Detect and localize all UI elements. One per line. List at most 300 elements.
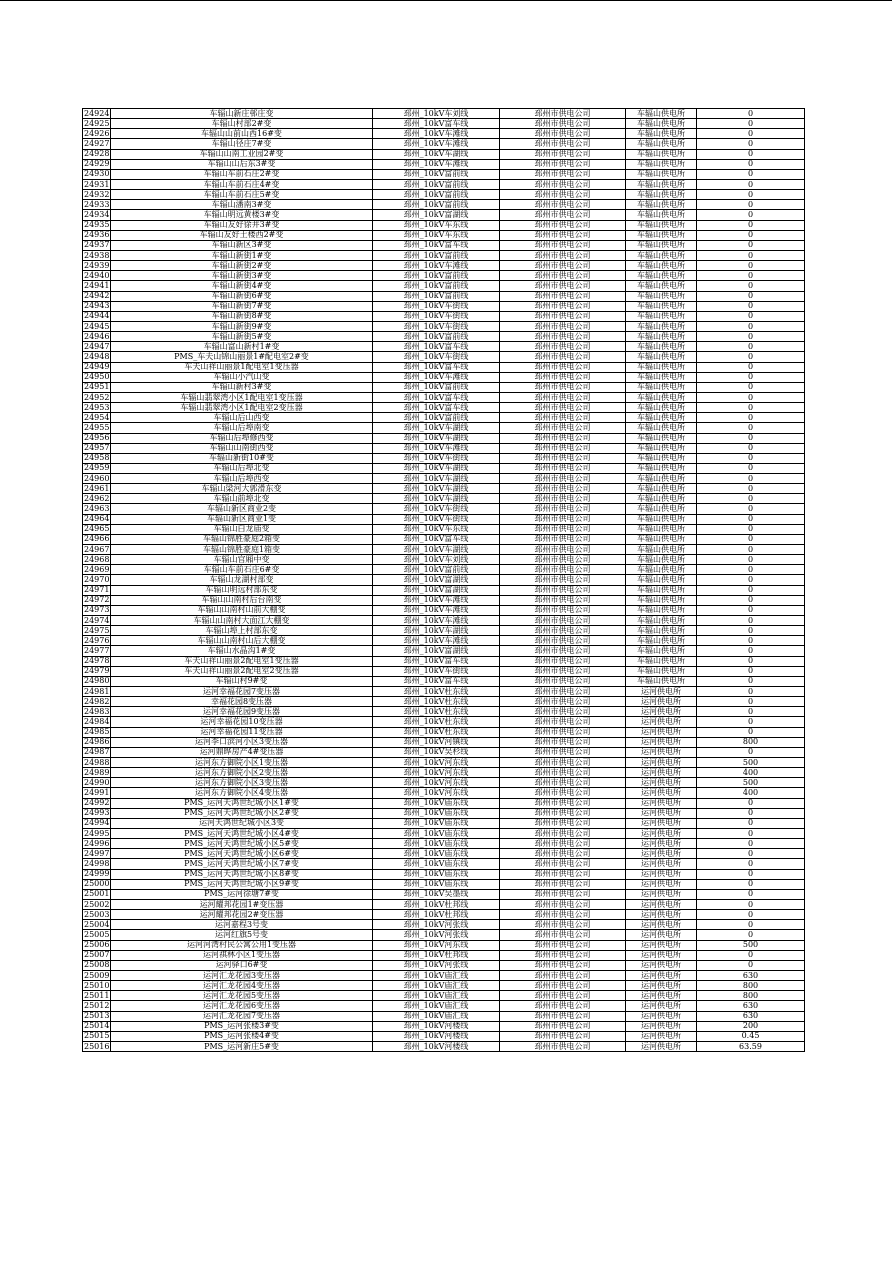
cell-transformer-name: 车辐山官厢中变 (111, 555, 373, 565)
cell-company: 邳州市供电公司 (500, 595, 626, 605)
cell-company: 邳州市供电公司 (500, 311, 626, 321)
table-row (83, 352, 805, 362)
cell-station: 车辐山供电所 (626, 504, 697, 514)
cell-transformer-name: PMS_运河张楼3#变 (111, 1021, 373, 1031)
cell-company: 邳州市供电公司 (500, 494, 626, 504)
table-row (83, 271, 805, 281)
cell-value: 0 (697, 524, 805, 534)
cell-row-id: 24999 (84, 869, 110, 879)
cell-row-id: 24924 (84, 108, 110, 118)
cell-station: 车辐山供电所 (626, 575, 697, 585)
cell-value: 0 (697, 859, 805, 869)
table-row (83, 930, 805, 940)
cell-company: 邳州市供电公司 (500, 950, 626, 960)
cell-value: 0 (697, 311, 805, 321)
cell-station: 运河供电所 (626, 758, 697, 768)
cell-transformer-name: 车辐山新街1#变 (111, 250, 373, 260)
cell-transformer-name: 车辐山新区商业1变 (111, 514, 373, 524)
cell-feeder-line: 邳州_10kV庙东线 (373, 828, 500, 838)
cell-value: 0 (697, 960, 805, 970)
cell-row-id: 24971 (84, 585, 110, 595)
cell-transformer-name: 车辐山村9#变 (111, 676, 373, 686)
cell-company: 邳州市供电公司 (500, 149, 626, 159)
cell-transformer-name: 车辐山明远黄楼3#变 (111, 210, 373, 220)
cell-transformer-name: 车辐山新街8#变 (111, 311, 373, 321)
cell-station: 车辐山供电所 (626, 474, 697, 484)
cell-row-id: 24927 (84, 138, 110, 148)
cell-station: 运河供电所 (626, 950, 697, 960)
cell-row-id: 24966 (84, 534, 110, 544)
cell-feeder-line: 邳州_10kV富车线 (373, 119, 500, 129)
cell-feeder-line: 邳州_10kV河镇线 (373, 737, 500, 747)
table-row (83, 585, 805, 595)
cell-company: 邳州市供电公司 (500, 930, 626, 940)
cell-feeder-line: 邳州_10kV河东线 (373, 758, 500, 768)
cell-row-id: 25006 (84, 940, 110, 950)
cell-company: 邳州市供电公司 (500, 453, 626, 463)
table-row (83, 849, 805, 859)
cell-transformer-name: 车辐山富山新村1#变 (111, 342, 373, 352)
table-row (83, 737, 805, 747)
cell-company: 邳州市供电公司 (500, 758, 626, 768)
cell-feeder-line: 邳州_10kV车滩线 (373, 605, 500, 615)
cell-transformer-name: 运河汇龙花园5变压器 (111, 991, 373, 1001)
cell-value: 0 (697, 250, 805, 260)
cell-feeder-line: 邳州_10kV庙汇线 (373, 1011, 500, 1021)
cell-company: 邳州市供电公司 (500, 514, 626, 524)
cell-row-id: 24930 (84, 169, 110, 179)
cell-station: 车辐山供电所 (626, 565, 697, 575)
cell-feeder-line: 邳州_10kV车湖线 (373, 484, 500, 494)
cell-feeder-line: 邳州_10kV庙东线 (373, 798, 500, 808)
cell-transformer-name: 车辐山山南村大面江大棚变 (111, 616, 373, 626)
cell-transformer-name: 车辐山新街3#变 (111, 271, 373, 281)
transformer-table-body (83, 109, 805, 1052)
cell-value: 0 (697, 301, 805, 311)
cell-feeder-line: 邳州_10kV车湖线 (373, 149, 500, 159)
cell-transformer-name: 车夫山祥山丽景1配电室1变压器 (111, 362, 373, 372)
cell-feeder-line: 邳州_10kV富前线 (373, 179, 500, 189)
cell-transformer-name: 运河李口滨河小区3变压器 (111, 737, 373, 747)
cell-row-id: 24961 (84, 483, 110, 493)
cell-row-id: 24942 (84, 291, 110, 301)
cell-company: 邳州市供电公司 (500, 585, 626, 595)
cell-row-id: 24968 (84, 554, 110, 564)
cell-company: 邳州市供电公司 (500, 798, 626, 808)
cell-station: 运河供电所 (626, 940, 697, 950)
table-row (83, 707, 805, 717)
cell-company: 邳州市供电公司 (500, 321, 626, 331)
cell-row-id: 24944 (84, 311, 110, 321)
cell-row-id: 24938 (84, 250, 110, 260)
cell-transformer-name: 车辐山后埠北变 (111, 463, 373, 473)
cell-company: 邳州市供电公司 (500, 818, 626, 828)
cell-transformer-name: 车夫山祥山丽景2配电室1变压器 (111, 656, 373, 666)
cell-station: 运河供电所 (626, 697, 697, 707)
transformer-table (82, 108, 805, 1052)
table-row (83, 747, 805, 757)
cell-transformer-name: 车辐山新庄邨庄变 (111, 109, 373, 119)
table-row (83, 129, 805, 139)
cell-transformer-name: 车辐山车前石庄4#变 (111, 179, 373, 189)
cell-company: 邳州市供电公司 (500, 474, 626, 484)
cell-station: 车辐山供电所 (626, 210, 697, 220)
cell-station: 车辐山供电所 (626, 240, 697, 250)
cell-row-id: 24992 (84, 798, 110, 808)
cell-row-id: 24978 (84, 656, 110, 666)
cell-transformer-name: 车辐山山南村后台南变 (111, 595, 373, 605)
cell-transformer-name: 车辐山山南村山前大棚变 (111, 605, 373, 615)
cell-row-id: 24976 (84, 635, 110, 645)
cell-company: 邳州市供电公司 (500, 403, 626, 413)
cell-transformer-name: 车辐山新街7#变 (111, 301, 373, 311)
cell-transformer-name: 车辐山新街2#变 (111, 261, 373, 271)
cell-value: 0 (697, 332, 805, 342)
cell-feeder-line: 邳州_10kV富前线 (373, 200, 500, 210)
cell-station: 车辐山供电所 (626, 250, 697, 260)
cell-feeder-line: 邳州_10kV富前线 (373, 413, 500, 423)
cell-feeder-line: 邳州_10kV车滩线 (373, 616, 500, 626)
cell-row-id: 24994 (84, 818, 110, 828)
cell-transformer-name: 运河东方御院小区2变压器 (111, 768, 373, 778)
table-row (83, 555, 805, 565)
cell-feeder-line: 邳州_10kV杜邦线 (373, 950, 500, 960)
cell-feeder-line: 邳州_10kV车滩线 (373, 139, 500, 149)
table-row (83, 565, 805, 575)
cell-row-id: 24993 (84, 808, 110, 818)
cell-transformer-name: PMS_运河新庄5#变 (111, 1041, 373, 1051)
cell-row-id: 24973 (84, 605, 110, 615)
table-row (83, 1041, 805, 1051)
cell-feeder-line: 邳州_10kV吴杉线 (373, 747, 500, 757)
cell-company: 邳州市供电公司 (500, 179, 626, 189)
cell-row-id: 24932 (84, 189, 110, 199)
cell-feeder-line: 邳州_10kV车刘线 (373, 555, 500, 565)
cell-row-id: 24997 (84, 848, 110, 858)
cell-station: 运河供电所 (626, 788, 697, 798)
cell-value: 0 (697, 403, 805, 413)
cell-company: 邳州市供电公司 (500, 433, 626, 443)
cell-company: 邳州市供电公司 (500, 382, 626, 392)
cell-row-id: 24981 (84, 686, 110, 696)
cell-company: 邳州市供电公司 (500, 899, 626, 909)
table-row (83, 149, 805, 159)
cell-transformer-name: 运河东方御院小区3变压器 (111, 778, 373, 788)
cell-row-id: 24956 (84, 433, 110, 443)
cell-row-id: 24988 (84, 757, 110, 767)
cell-value: 800 (697, 981, 805, 991)
table-row (83, 991, 805, 1001)
cell-row-id: 24947 (84, 341, 110, 351)
table-row (83, 666, 805, 676)
cell-feeder-line: 邳州_10kV富前线 (373, 169, 500, 179)
cell-transformer-name: 车辐山龙湖村部变 (111, 575, 373, 585)
table-row (83, 950, 805, 960)
cell-row-id: 24984 (84, 717, 110, 726)
cell-row-id: 24935 (84, 220, 110, 230)
cell-value: 0 (697, 210, 805, 220)
cell-feeder-line: 邳州_10kV富湖线 (373, 646, 500, 656)
cell-station: 车辐山供电所 (626, 545, 697, 555)
cell-value: 0 (697, 179, 805, 189)
cell-station: 运河供电所 (626, 1011, 697, 1021)
cell-feeder-line: 邳州_10kV庙汇线 (373, 991, 500, 1001)
cell-station: 车辐山供电所 (626, 484, 697, 494)
table-row (83, 210, 805, 220)
cell-feeder-line: 邳州_10kV车东线 (373, 230, 500, 240)
cell-feeder-line: 邳州_10kV杜东线 (373, 727, 500, 737)
cell-station: 车辐山供电所 (626, 382, 697, 392)
cell-company: 邳州市供电公司 (500, 271, 626, 281)
cell-company: 邳州市供电公司 (500, 1041, 626, 1051)
table-row (83, 413, 805, 423)
cell-station: 车辐山供电所 (626, 555, 697, 565)
table-row (83, 230, 805, 240)
cell-transformer-name: 运河红旗5号变 (111, 930, 373, 940)
cell-value: 630 (697, 970, 805, 980)
cell-station: 车辐山供电所 (626, 301, 697, 311)
cell-row-id: 24983 (84, 706, 110, 716)
cell-transformer-name: 运河耀邦花园2#变压器 (111, 910, 373, 920)
cell-station: 运河供电所 (626, 747, 697, 757)
cell-transformer-name: 车辐山后埠南变 (111, 423, 373, 433)
table-row (83, 798, 805, 808)
cell-feeder-line: 邳州_10kV河楼线 (373, 1021, 500, 1031)
table-row (83, 687, 805, 697)
cell-company: 邳州市供电公司 (500, 605, 626, 615)
cell-company: 邳州市供电公司 (500, 250, 626, 260)
table-row (83, 605, 805, 615)
cell-row-id: 24960 (84, 473, 110, 483)
cell-company: 邳州市供电公司 (500, 747, 626, 757)
cell-value: 0 (697, 798, 805, 808)
cell-station: 运河供电所 (626, 798, 697, 808)
cell-feeder-line: 邳州_10kV庙东线 (373, 859, 500, 869)
cell-row-id: 24959 (84, 463, 110, 473)
cell-row-id: 24929 (84, 159, 110, 169)
cell-feeder-line: 邳州_10kV河东线 (373, 768, 500, 778)
cell-station: 运河供电所 (626, 1031, 697, 1041)
cell-company: 邳州市供电公司 (500, 981, 626, 991)
cell-value: 800 (697, 737, 805, 747)
cell-feeder-line: 邳州_10kV杜东线 (373, 717, 500, 727)
cell-transformer-name: 车辐山新街9#变 (111, 321, 373, 331)
cell-value: 0 (697, 190, 805, 200)
cell-company: 邳州市供电公司 (500, 626, 626, 636)
cell-feeder-line: 邳州_10kV富前线 (373, 565, 500, 575)
table-row (83, 504, 805, 514)
cell-row-id: 25004 (84, 919, 110, 929)
cell-value: 0 (697, 889, 805, 899)
cell-feeder-line: 邳州_10kV车湖线 (373, 423, 500, 433)
table-row (83, 372, 805, 382)
cell-feeder-line: 邳州_10kV车街线 (373, 504, 500, 514)
cell-value: 0 (697, 352, 805, 362)
cell-transformer-name: 运河幸福花园10变压器 (111, 717, 373, 727)
cell-row-id: 24950 (84, 372, 110, 382)
cell-company: 邳州市供电公司 (500, 139, 626, 149)
cell-value: 0 (697, 129, 805, 139)
cell-station: 车辐山供电所 (626, 321, 697, 331)
cell-company: 邳州市供电公司 (500, 443, 626, 453)
cell-value: 0 (697, 200, 805, 210)
cell-feeder-line: 邳州_10kV富前线 (373, 281, 500, 291)
cell-feeder-line: 邳州_10kV车刘线 (373, 109, 500, 119)
cell-value: 0 (697, 109, 805, 119)
table-row (83, 119, 805, 129)
cell-feeder-line: 邳州_10kV富车线 (373, 534, 500, 544)
cell-row-id: 25003 (84, 909, 110, 919)
cell-company: 邳州市供电公司 (500, 200, 626, 210)
cell-transformer-name: 运河汇龙花园6变压器 (111, 1001, 373, 1011)
table-row (83, 960, 805, 970)
cell-row-id: 24934 (84, 209, 110, 219)
cell-station: 车辐山供电所 (626, 291, 697, 301)
cell-transformer-name: 运河天鸿世纪城小区3变 (111, 818, 373, 828)
cell-row-id: 24972 (84, 595, 110, 605)
cell-value: 0 (697, 697, 805, 707)
cell-station: 运河供电所 (626, 727, 697, 737)
cell-station: 车辐山供电所 (626, 352, 697, 362)
cell-feeder-line: 邳州_10kV富车线 (373, 362, 500, 372)
cell-station: 运河供电所 (626, 991, 697, 1001)
cell-company: 邳州市供电公司 (500, 646, 626, 656)
cell-feeder-line: 邳州_10kV富车线 (373, 656, 500, 666)
cell-value: 0 (697, 849, 805, 859)
cell-company: 邳州市供电公司 (500, 737, 626, 747)
cell-station: 车辐山供电所 (626, 169, 697, 179)
cell-value: 0 (697, 423, 805, 433)
cell-transformer-name: 车辐山水晶沟1#变 (111, 646, 373, 656)
cell-feeder-line: 邳州_10kV车街线 (373, 514, 500, 524)
cell-feeder-line: 邳州_10kV富湖线 (373, 575, 500, 585)
cell-transformer-name: 车辐山梁河大郭滑东变 (111, 484, 373, 494)
cell-feeder-line: 邳州_10kV庙汇线 (373, 1001, 500, 1011)
table-row (83, 534, 805, 544)
cell-station: 运河供电所 (626, 768, 697, 778)
cell-row-id: 24989 (84, 767, 110, 777)
cell-transformer-name: 车辐山锦胜豪庭2箱变 (111, 534, 373, 544)
cell-company: 邳州市供电公司 (500, 281, 626, 291)
cell-transformer-name: 车辐山山后东3#变 (111, 159, 373, 169)
cell-feeder-line: 邳州_10kV车湖线 (373, 494, 500, 504)
cell-feeder-line: 邳州_10kV富前线 (373, 271, 500, 281)
cell-company: 邳州市供电公司 (500, 352, 626, 362)
table-row (83, 859, 805, 869)
cell-feeder-line: 邳州_10kV庙东线 (373, 808, 500, 818)
cell-station: 车辐山供电所 (626, 413, 697, 423)
table-row (83, 808, 805, 818)
cell-feeder-line: 邳州_10kV车街线 (373, 352, 500, 362)
table-row (83, 261, 805, 271)
cell-station: 运河供电所 (626, 889, 697, 899)
table-row (83, 758, 805, 768)
cell-company: 邳州市供电公司 (500, 342, 626, 352)
cell-feeder-line: 邳州_10kV富车线 (373, 403, 500, 413)
cell-station: 运河供电所 (626, 707, 697, 717)
cell-station: 车辐山供电所 (626, 443, 697, 453)
cell-company: 邳州市供电公司 (500, 301, 626, 311)
cell-transformer-name: 运河汇龙花园7变压器 (111, 1011, 373, 1021)
cell-row-id: 24939 (84, 260, 110, 270)
cell-company: 邳州市供电公司 (500, 788, 626, 798)
table-row (83, 545, 805, 555)
cell-transformer-name: PMS_运河天鸿世纪城小区9#变 (111, 879, 373, 889)
cell-company: 邳州市供电公司 (500, 555, 626, 565)
cell-value: 0 (697, 321, 805, 331)
cell-transformer-name: 运河幸福花园11变压器 (111, 727, 373, 737)
cell-row-id: 24986 (84, 737, 110, 747)
cell-row-id: 24969 (84, 564, 110, 574)
cell-feeder-line: 邳州_10kV车东线 (373, 220, 500, 230)
cell-company: 邳州市供电公司 (500, 220, 626, 230)
cell-row-id: 25007 (84, 950, 110, 960)
cell-value: 0 (697, 230, 805, 240)
cell-transformer-name: 运河祺林小区1变压器 (111, 950, 373, 960)
cell-value: 0 (697, 514, 805, 524)
cell-row-id: 25012 (84, 1000, 110, 1010)
cell-feeder-line: 邳州_10kV富车线 (373, 676, 500, 686)
cell-value: 500 (697, 758, 805, 768)
table-row (83, 616, 805, 626)
cell-feeder-line: 邳州_10kV庙东线 (373, 849, 500, 859)
cell-station: 车辐山供电所 (626, 119, 697, 129)
cell-value: 630 (697, 1001, 805, 1011)
table-row (83, 869, 805, 879)
cell-row-id: 25015 (84, 1031, 110, 1041)
cell-row-id: 24982 (84, 696, 110, 706)
cell-station: 运河供电所 (626, 1001, 697, 1011)
cell-value: 0 (697, 342, 805, 352)
cell-transformer-name: 车辐山车前石庄2#变 (111, 169, 373, 179)
cell-value: 800 (697, 991, 805, 1001)
cell-feeder-line: 邳州_10kV富前线 (373, 190, 500, 200)
cell-row-id: 24958 (84, 453, 110, 463)
table-row (83, 200, 805, 210)
cell-value: 200 (697, 1021, 805, 1031)
cell-station: 车辐山供电所 (626, 463, 697, 473)
cell-feeder-line: 邳州_10kV车滩线 (373, 261, 500, 271)
cell-station: 运河供电所 (626, 879, 697, 889)
table-row (83, 839, 805, 849)
cell-value: 63.59 (697, 1041, 805, 1051)
cell-value: 0 (697, 828, 805, 838)
table-row (83, 778, 805, 788)
cell-station: 车辐山供电所 (626, 159, 697, 169)
cell-value: 0 (697, 169, 805, 179)
cell-feeder-line: 邳州_10kV车东线 (373, 524, 500, 534)
cell-feeder-line: 邳州_10kV车滩线 (373, 129, 500, 139)
cell-feeder-line: 邳州_10kV车湖线 (373, 545, 500, 555)
cell-value: 630 (697, 1011, 805, 1021)
cell-row-id: 24977 (84, 646, 110, 656)
table-row (83, 1021, 805, 1031)
cell-value: 0 (697, 261, 805, 271)
cell-value: 0 (697, 545, 805, 555)
cell-company: 邳州市供电公司 (500, 656, 626, 666)
table-row (83, 392, 805, 402)
cell-value: 0 (697, 281, 805, 291)
cell-transformer-name: 车辐山后山西变 (111, 413, 373, 423)
cell-row-id: 25000 (84, 879, 110, 889)
cell-station: 运河供电所 (626, 839, 697, 849)
cell-company: 邳州市供电公司 (500, 666, 626, 676)
cell-station: 车辐山供电所 (626, 514, 697, 524)
cell-station: 车辐山供电所 (626, 666, 697, 676)
table-row (83, 362, 805, 372)
cell-row-id: 24963 (84, 504, 110, 514)
cell-station: 运河供电所 (626, 981, 697, 991)
